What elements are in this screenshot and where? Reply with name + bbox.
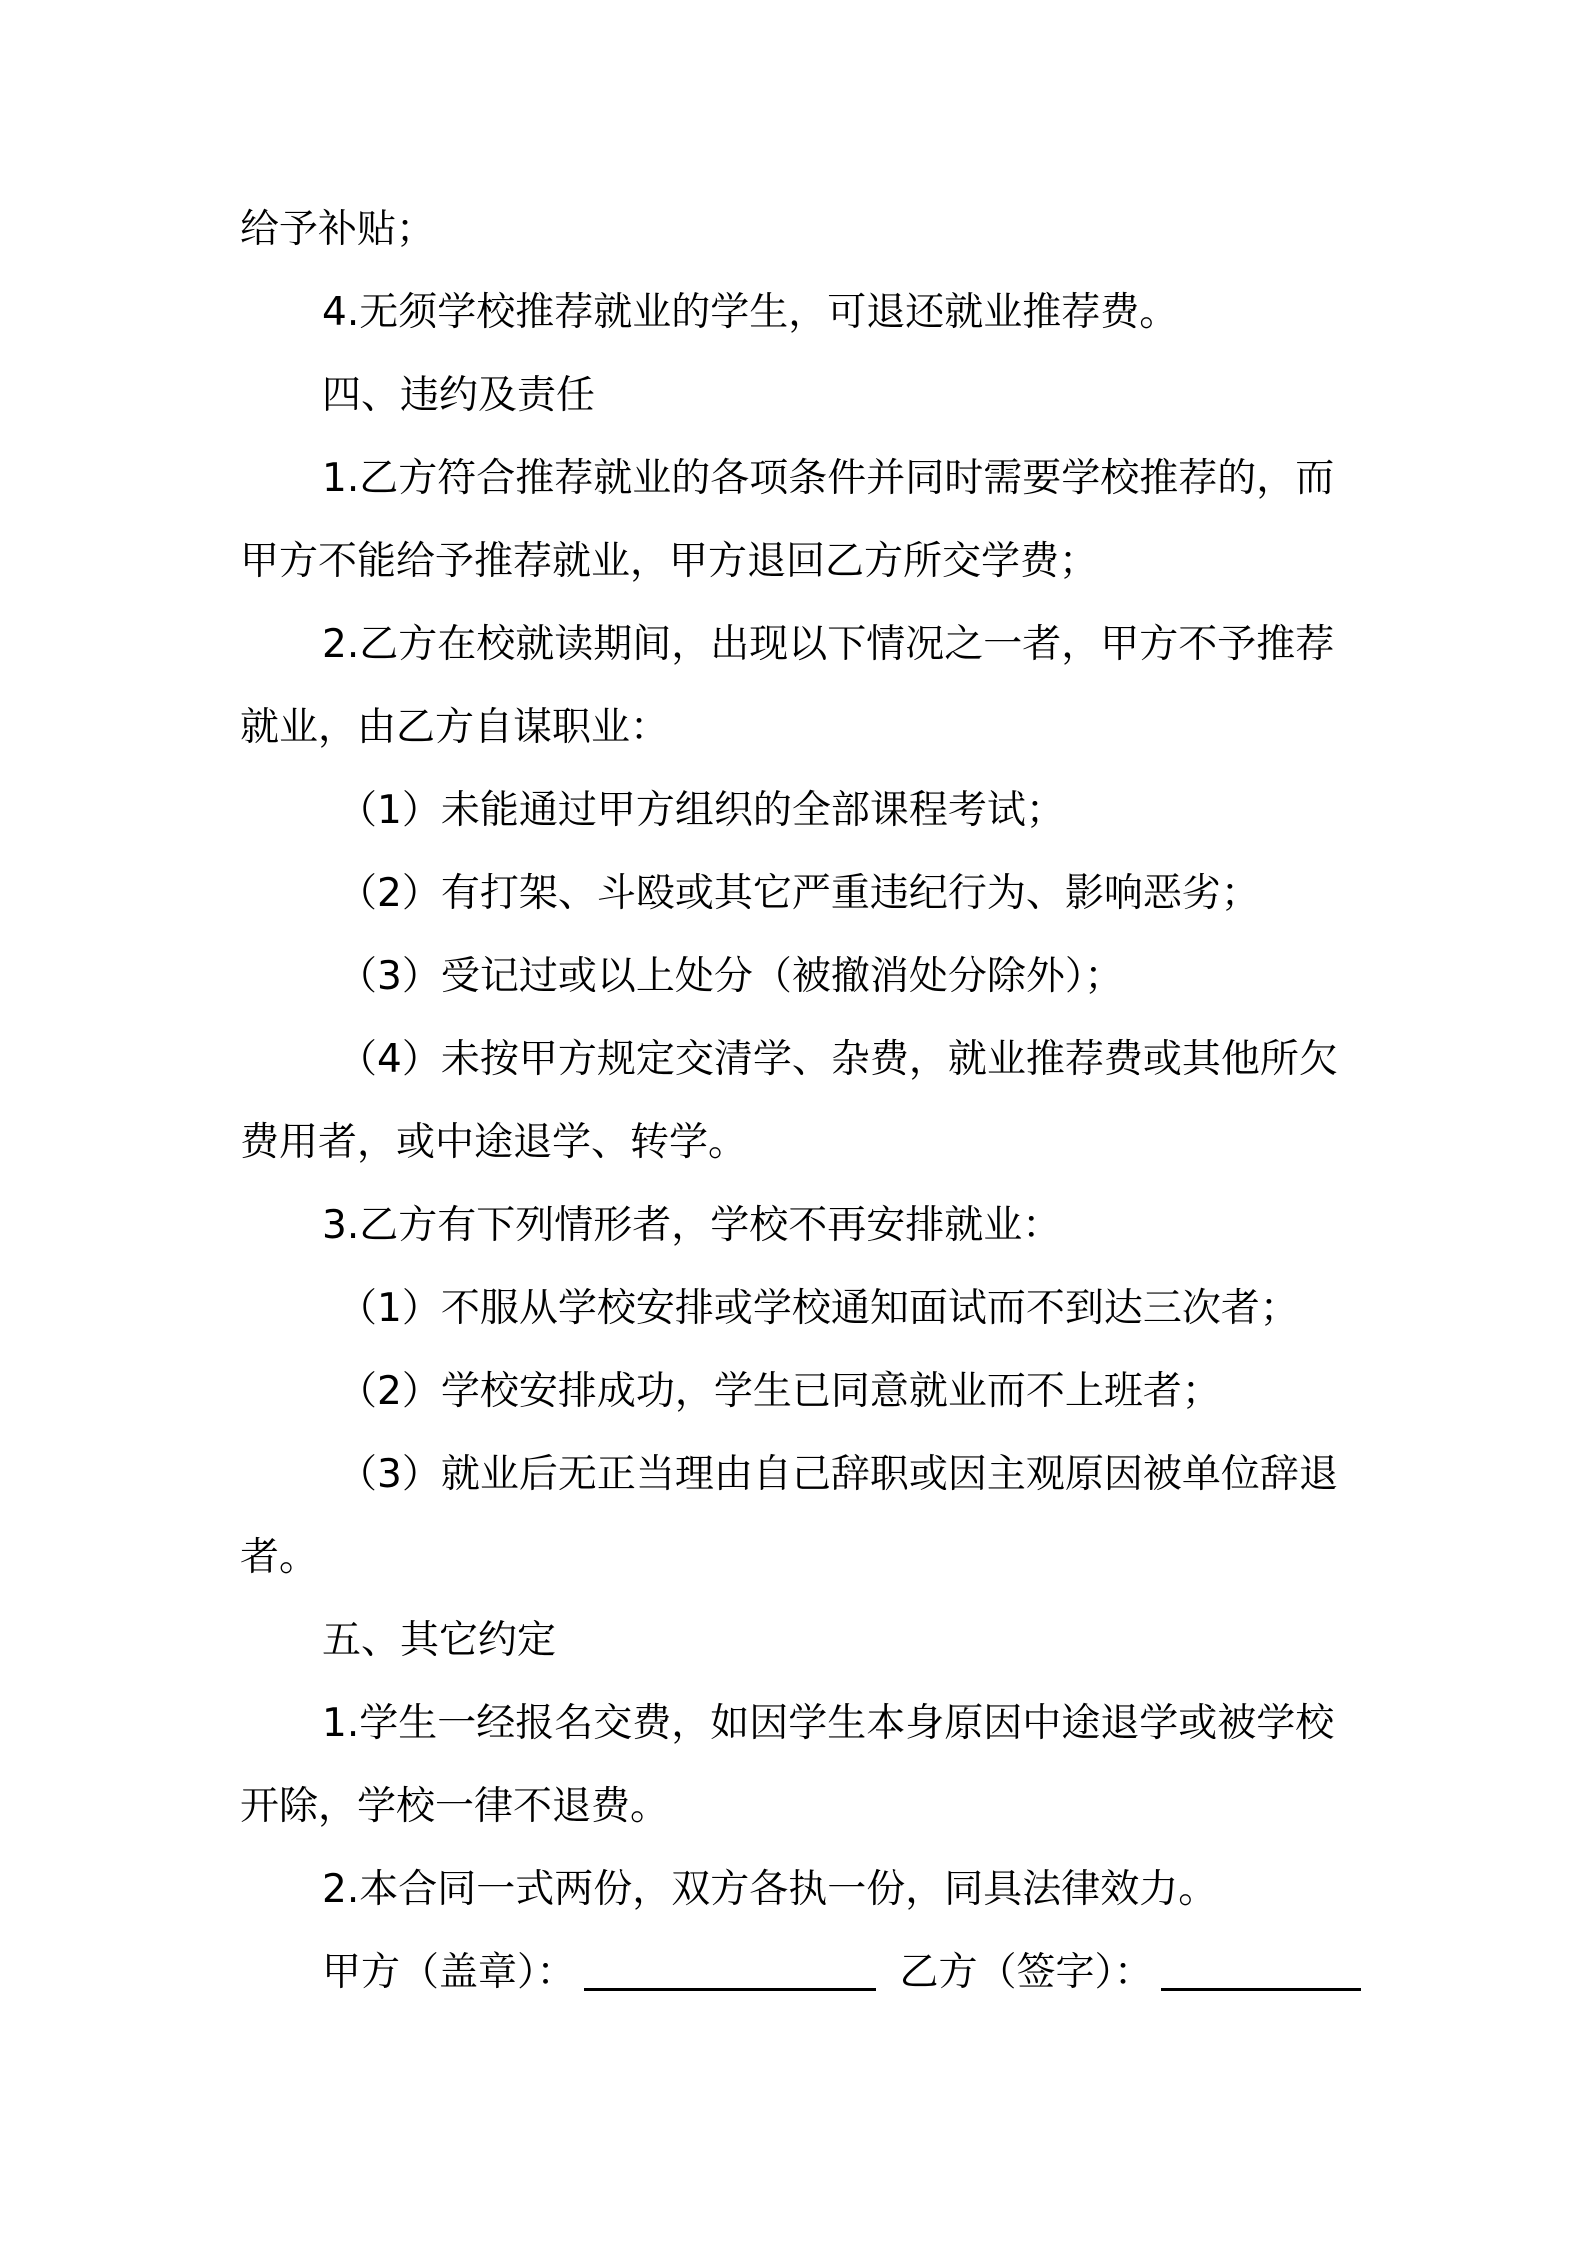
text-line: 2.本合同一式两份，双方各执一份，同具法律效力。 bbox=[322, 1867, 1218, 1912]
list-item: （2）有打架、斗殴或其它严重违纪行为、影响恶劣； bbox=[338, 871, 1260, 916]
text-line: 给予补贴； bbox=[240, 207, 436, 252]
list-item: （2）学校安排成功，学生已同意就业而不上班者； bbox=[338, 1369, 1221, 1414]
party-b-signature-blank[interactable] bbox=[1161, 1952, 1361, 1991]
text-line: 2.乙方在校就读期间，出现以下情况之一者，甲方不予推荐 bbox=[322, 622, 1335, 667]
text-line: 3.乙方有下列情形者，学校不再安排就业： bbox=[322, 1203, 1062, 1248]
text-line: 就业，由乙方自谋职业： bbox=[240, 705, 670, 750]
text-line: 1.学生一经报名交费，如因学生本身原因中途退学或被学校 bbox=[322, 1701, 1335, 1746]
section-heading: 四、违约及责任 bbox=[322, 373, 596, 418]
signature-line bbox=[0, 1948, 1586, 1998]
list-item: （3）受记过或以上处分（被撤消处分除外）； bbox=[338, 954, 1124, 999]
party-a-label: 甲方（盖章）： bbox=[322, 1950, 576, 1995]
list-item: （3）就业后无正当理由自己辞职或因主观原因被单位辞退 bbox=[338, 1452, 1338, 1497]
section-heading: 五、其它约定 bbox=[322, 1618, 557, 1663]
list-item: （1）未能通过甲方组织的全部课程考试； bbox=[338, 788, 1065, 833]
list-item: （4）未按甲方规定交清学、杂费，就业推荐费或其他所欠 bbox=[338, 1037, 1338, 1082]
party-a-signature-blank[interactable] bbox=[584, 1952, 876, 1991]
text-line: 费用者，或中途退学、转学。 bbox=[240, 1120, 748, 1165]
text-line: 开除，学校一律不退费。 bbox=[240, 1784, 670, 1829]
text-line: 者。 bbox=[240, 1535, 319, 1580]
text-line: 1.乙方符合推荐就业的各项条件并同时需要学校推荐的，而 bbox=[322, 456, 1335, 501]
list-item: （1）不服从学校安排或学校通知面试而不到达三次者； bbox=[338, 1286, 1299, 1331]
text-line: 甲方不能给予推荐就业，甲方退回乙方所交学费； bbox=[240, 539, 1099, 584]
party-b-label: 乙方（签字）： bbox=[899, 1950, 1154, 1995]
text-line: 4.无须学校推荐就业的学生，可退还就业推荐费。 bbox=[322, 290, 1179, 335]
